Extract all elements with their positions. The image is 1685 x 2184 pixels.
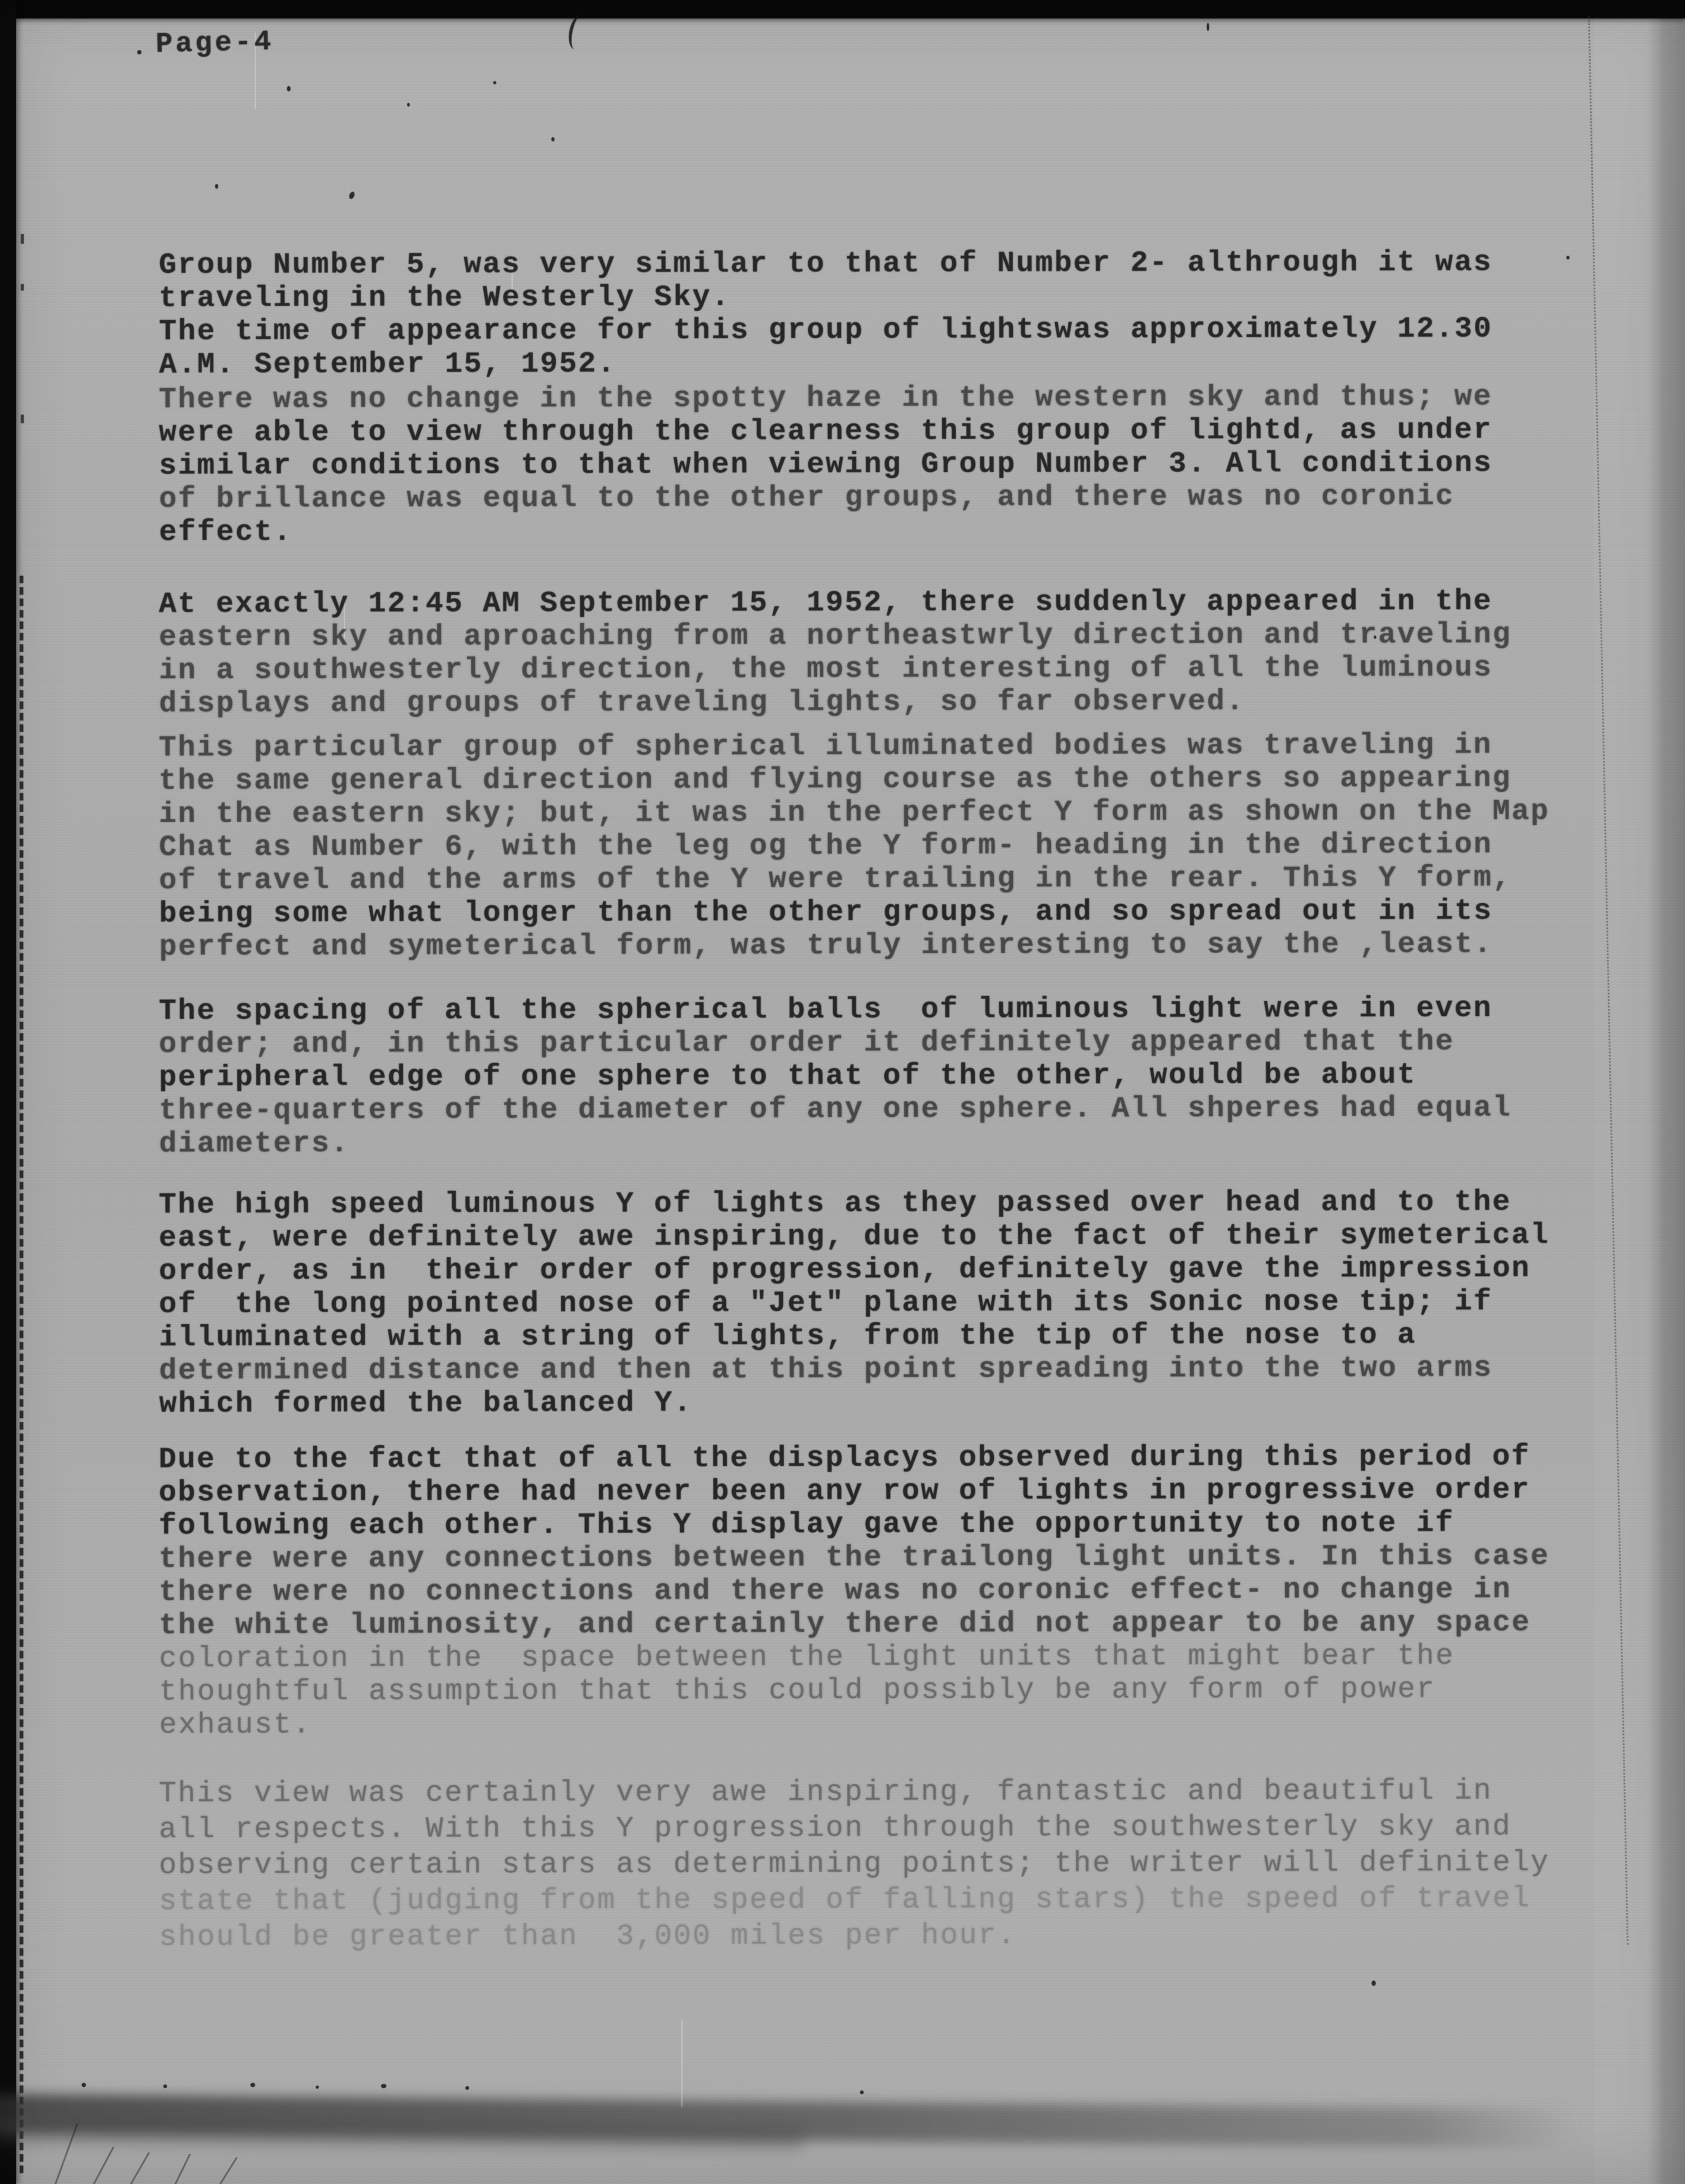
text-line: There was no change in the spotty haze in the western sky and thus; we: [158, 380, 1493, 417]
text-line: of brillance was equal to the other groups, and there was no coronic: [159, 480, 1455, 516]
speck: [163, 2084, 167, 2088]
paragraph-8: [159, 1773, 1550, 1955]
right-edge-shadow: [1647, 0, 1685, 2184]
speck: [551, 137, 555, 141]
text-line: being some what longer than the other groups, and so spread out in its: [159, 894, 1493, 931]
scratch-mark: [170, 2154, 191, 2184]
text-line: were able to view through the clearness this group of lightd, as under: [158, 414, 1493, 450]
text-line: The spacing of all the spherical balls of luminous light were in even: [158, 992, 1493, 1028]
text-line: in the eastern sky; but, it was in the perfect Y form as shown on the Map: [158, 795, 1550, 831]
text-line: the white luminosity, and certainly there did not appear to be any space: [159, 1606, 1531, 1643]
text-line: following each other. This Y display gave the opportunity to note if: [158, 1507, 1455, 1543]
text-line: displays and groups of traveling lights, so far observed.: [159, 685, 1245, 721]
speck: [407, 103, 410, 107]
speck: [348, 191, 356, 200]
speck: [1207, 23, 1209, 31]
text-line: illuminated with a string of lights, from the tip of the nose to a: [159, 1318, 1417, 1355]
text-line: diameters.: [159, 1127, 350, 1161]
speck: [1566, 256, 1570, 260]
text-line: A.M. September 15, 1952.: [159, 347, 617, 382]
scan-top-edge: [0, 0, 1685, 18]
text-line: there were any connections between the trailong light units. In this case: [158, 1540, 1550, 1576]
speck: [250, 2083, 255, 2087]
text-line: there were no connections and there was no coronic effect- no change in: [158, 1573, 1512, 1609]
text-line: peripheral edge of one sphere to that of the other, would be about: [158, 1058, 1417, 1095]
text-line: order, as in their order of progression, definitely gave the impression: [158, 1252, 1531, 1288]
text-line: Due to the fact that of all the displacys observed during this period of: [158, 1440, 1530, 1477]
scratch-mark: [124, 2152, 150, 2184]
text-line: effect.: [159, 516, 293, 550]
paragraph-2: [159, 380, 1493, 549]
text-line: exhaust.: [159, 1708, 312, 1742]
text-line: thoughtful assumption that this could possibly be any form of power: [159, 1673, 1436, 1709]
text-line: observation, there had never been any row of lights in progressive order: [158, 1473, 1531, 1510]
text-line: perfect and symeterical form, was truly interesting to say the ,least.: [159, 928, 1493, 964]
speck: [287, 86, 291, 91]
text-line: This view was certainly very awe inspiring, fantastic and beautiful in: [158, 1774, 1493, 1811]
text-line: should be greater than 3,000 miles per hour.: [159, 1919, 1017, 1954]
text-line: Chat as Number 6, with the leg og the Y form- heading in the direction: [158, 828, 1493, 865]
speck: [137, 50, 142, 54]
text-line: of travel and the arms of the Y were trailing in the rear. This Y form,: [159, 861, 1512, 898]
speck: [215, 184, 218, 189]
scan-left-edge: [0, 0, 16, 2184]
text-line: observing certain stars as determining points; the writer will definitely: [158, 1846, 1550, 1883]
speck: [493, 81, 496, 84]
text-line: coloration in the space between the light units that might bear the: [159, 1639, 1455, 1676]
text-line: three-quarters of the diameter of any one sphere. All shperes had equal: [159, 1091, 1512, 1128]
paragraph-7: [158, 1440, 1550, 1742]
text-line: east, were definitely awe inspiring, due to the fact of their symeterical: [158, 1219, 1550, 1255]
text-line: of the long pointed nose of a "Jet" plane with its Sonic nose tip; if: [158, 1285, 1493, 1322]
speck: [82, 2083, 86, 2087]
speck: [1372, 1981, 1376, 1986]
page-label: Page-4: [155, 26, 274, 61]
text-line: At exactly 12:45 AM September 15, 1952, there suddenly appeared in the: [158, 585, 1493, 621]
binding-dash: [21, 284, 24, 291]
text-line: This particular group of spherical illuminated bodies was traveling in: [158, 729, 1493, 765]
text-line: similar conditions to that when viewing Group Number 3. All conditions: [158, 447, 1493, 483]
paragraph-3: [159, 585, 1512, 720]
text-line: determined distance and then at this point spreading into the two arms: [159, 1352, 1493, 1388]
binding-perforation-line: [20, 576, 23, 2173]
text-line: The high speed luminous Y of lights as they passed over head and to the: [158, 1186, 1512, 1222]
text-line: in a southwesterly direction, the most interesting of all the luminous: [159, 651, 1493, 688]
text-line: order; and, in this particular order it definitely appeared that the: [158, 1025, 1455, 1062]
speck: [381, 2084, 386, 2088]
paragraph-1: [159, 246, 1493, 381]
text-line: eastern sky and aproaching from a northeastwrly direction and traveling: [158, 618, 1512, 655]
speck: [860, 2090, 864, 2094]
text-line: the same general direction and flying course as the others so appearing: [158, 762, 1512, 798]
binding-dash: [21, 234, 24, 244]
scratch-mark: [89, 2146, 114, 2184]
speck: [465, 2086, 469, 2090]
text-line: all respects. With this Y progression through the southwesterly sky and: [158, 1810, 1512, 1847]
text-line: Group Number 5, was very similar to that of Number 2- althrough it was: [158, 246, 1493, 282]
paragraph-6: [159, 1186, 1550, 1421]
text-line: which formed the balanced Y.: [159, 1386, 693, 1421]
scratch-mark: [681, 2020, 682, 2107]
paragraph-4: [159, 729, 1550, 964]
paragraph-5: [159, 992, 1512, 1161]
scratch-mark: [216, 2157, 238, 2184]
text-line: traveling in the Westerly Sky.: [158, 281, 731, 316]
binding-dash: [21, 415, 24, 423]
text-line: state that (judging from the speed of falling stars) the speed of travel: [159, 1882, 1531, 1918]
text-line: The time of appearance for this group of lightswas approximately 12.30: [159, 312, 1493, 349]
speck: [316, 2086, 319, 2089]
